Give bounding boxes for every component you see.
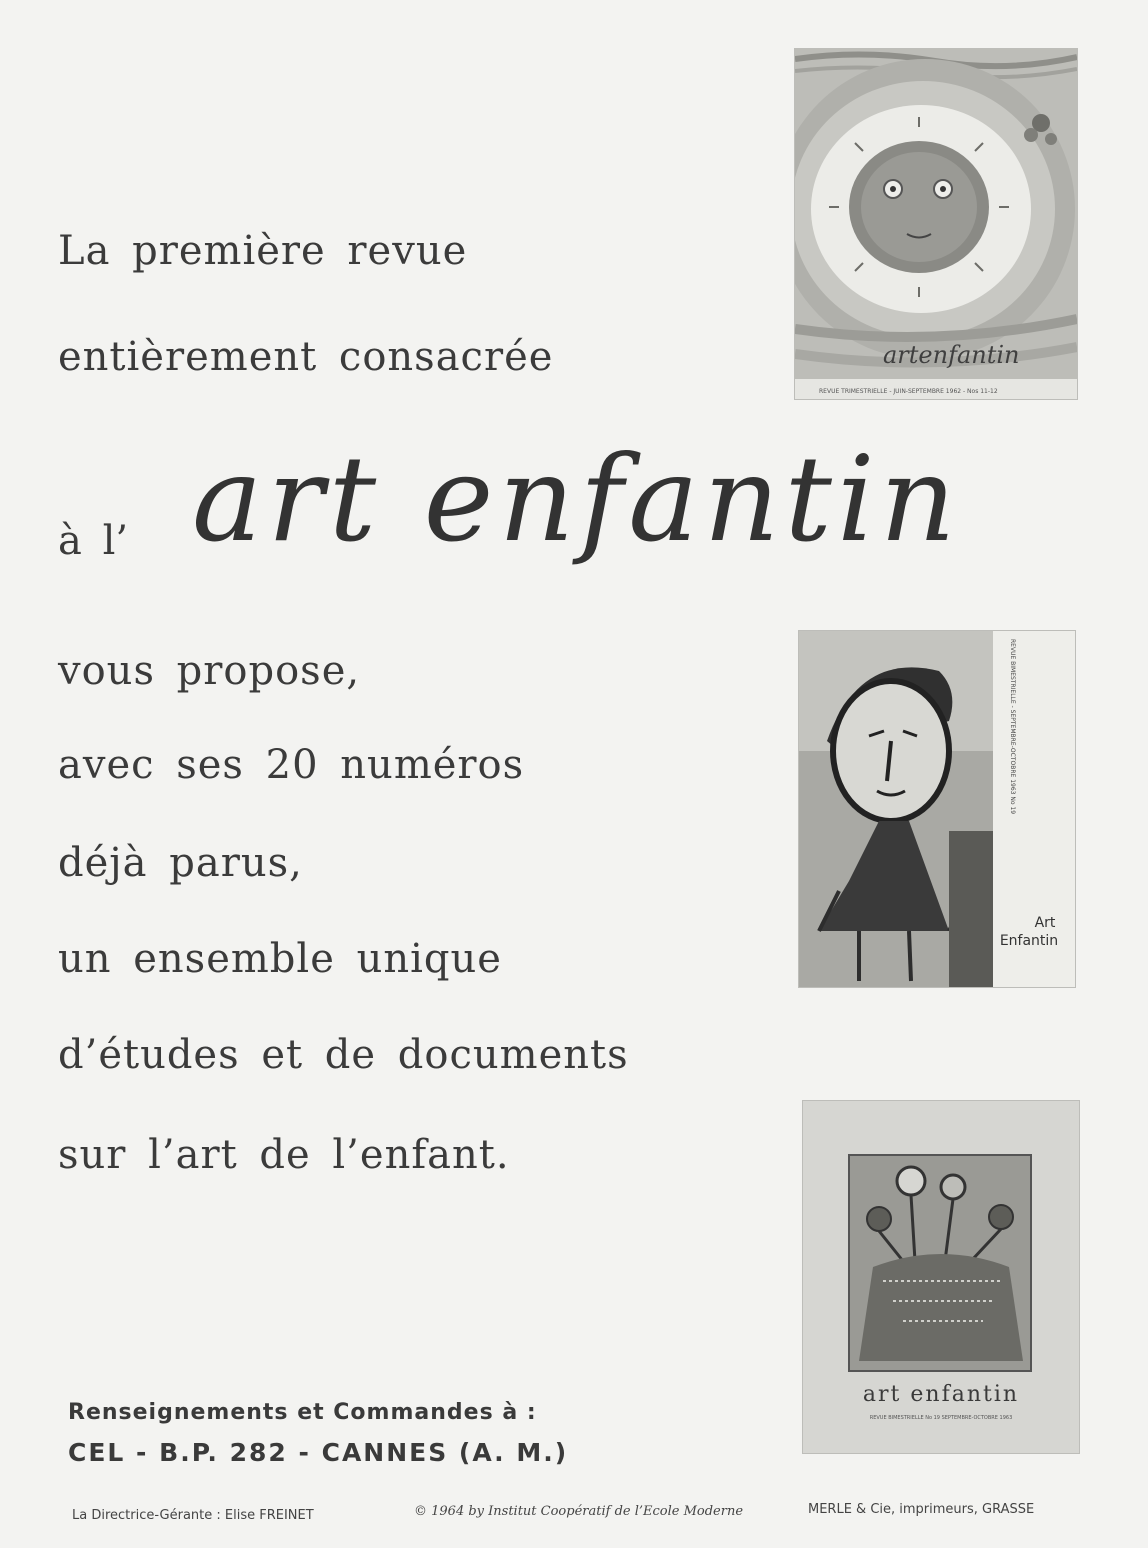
cover-2-title-line-1: Art: [1034, 915, 1056, 931]
footer-director: La Directrice-Gérante : Elise FREINET: [72, 1508, 314, 1523]
body-line-4: un ensemble unique: [58, 936, 502, 982]
body-line-2: avec ses 20 numéros: [58, 742, 525, 788]
cover-2-side-text: REVUE BIMESTRIELLE - SEPTEMBRE-OCTOBRE 1963 No 19: [1009, 639, 1016, 815]
magazine-cover-2: [798, 630, 1076, 988]
intro-line-2: entièrement consacrée: [58, 334, 554, 380]
cover-2-title-line-2: Enfantin: [999, 933, 1059, 949]
cover-3-title: art enfantin: [862, 1382, 1020, 1407]
cover-1-illustration: [795, 49, 1077, 399]
footer-copyright: © 1964 by Institut Coopératif de l’Ecole Moderne: [414, 1504, 744, 1519]
magazine-cover-1: [794, 48, 1078, 400]
footer-printer: MERLE & Cie, imprimeurs, GRASSE: [808, 1502, 1035, 1517]
body-line-6: sur l’art de l’enfant.: [58, 1132, 510, 1178]
body-line-1: vous propose,: [58, 648, 361, 694]
contact-info-label: Renseignements et Commandes à :: [68, 1400, 537, 1425]
cover-1-strip: REVUE TRIMESTRIELLE - JUIN-SEPTEMBRE 1962 - Nos 11-12: [819, 388, 998, 395]
contact-address: CEL - B.P. 282 - CANNES (A. M.): [68, 1438, 569, 1467]
cover-2-illustration: [799, 631, 1075, 987]
cover-3-illustration: [803, 1101, 1079, 1453]
magazine-cover-3: [802, 1100, 1080, 1454]
body-line-5: d’études et de documents: [58, 1032, 629, 1078]
intro-prefix: à l’: [58, 518, 129, 564]
headline-art-enfantin: art enfantin: [192, 430, 961, 568]
cover-1-logo: artenfantin: [883, 341, 1020, 369]
intro-line-1: La première revue: [58, 228, 468, 274]
cover-3-strip: REVUE BIMESTRIELLE No 19 SEPTEMBRE-OCTOBRE 1963: [869, 1415, 1013, 1421]
body-line-3: déjà parus,: [58, 840, 303, 886]
